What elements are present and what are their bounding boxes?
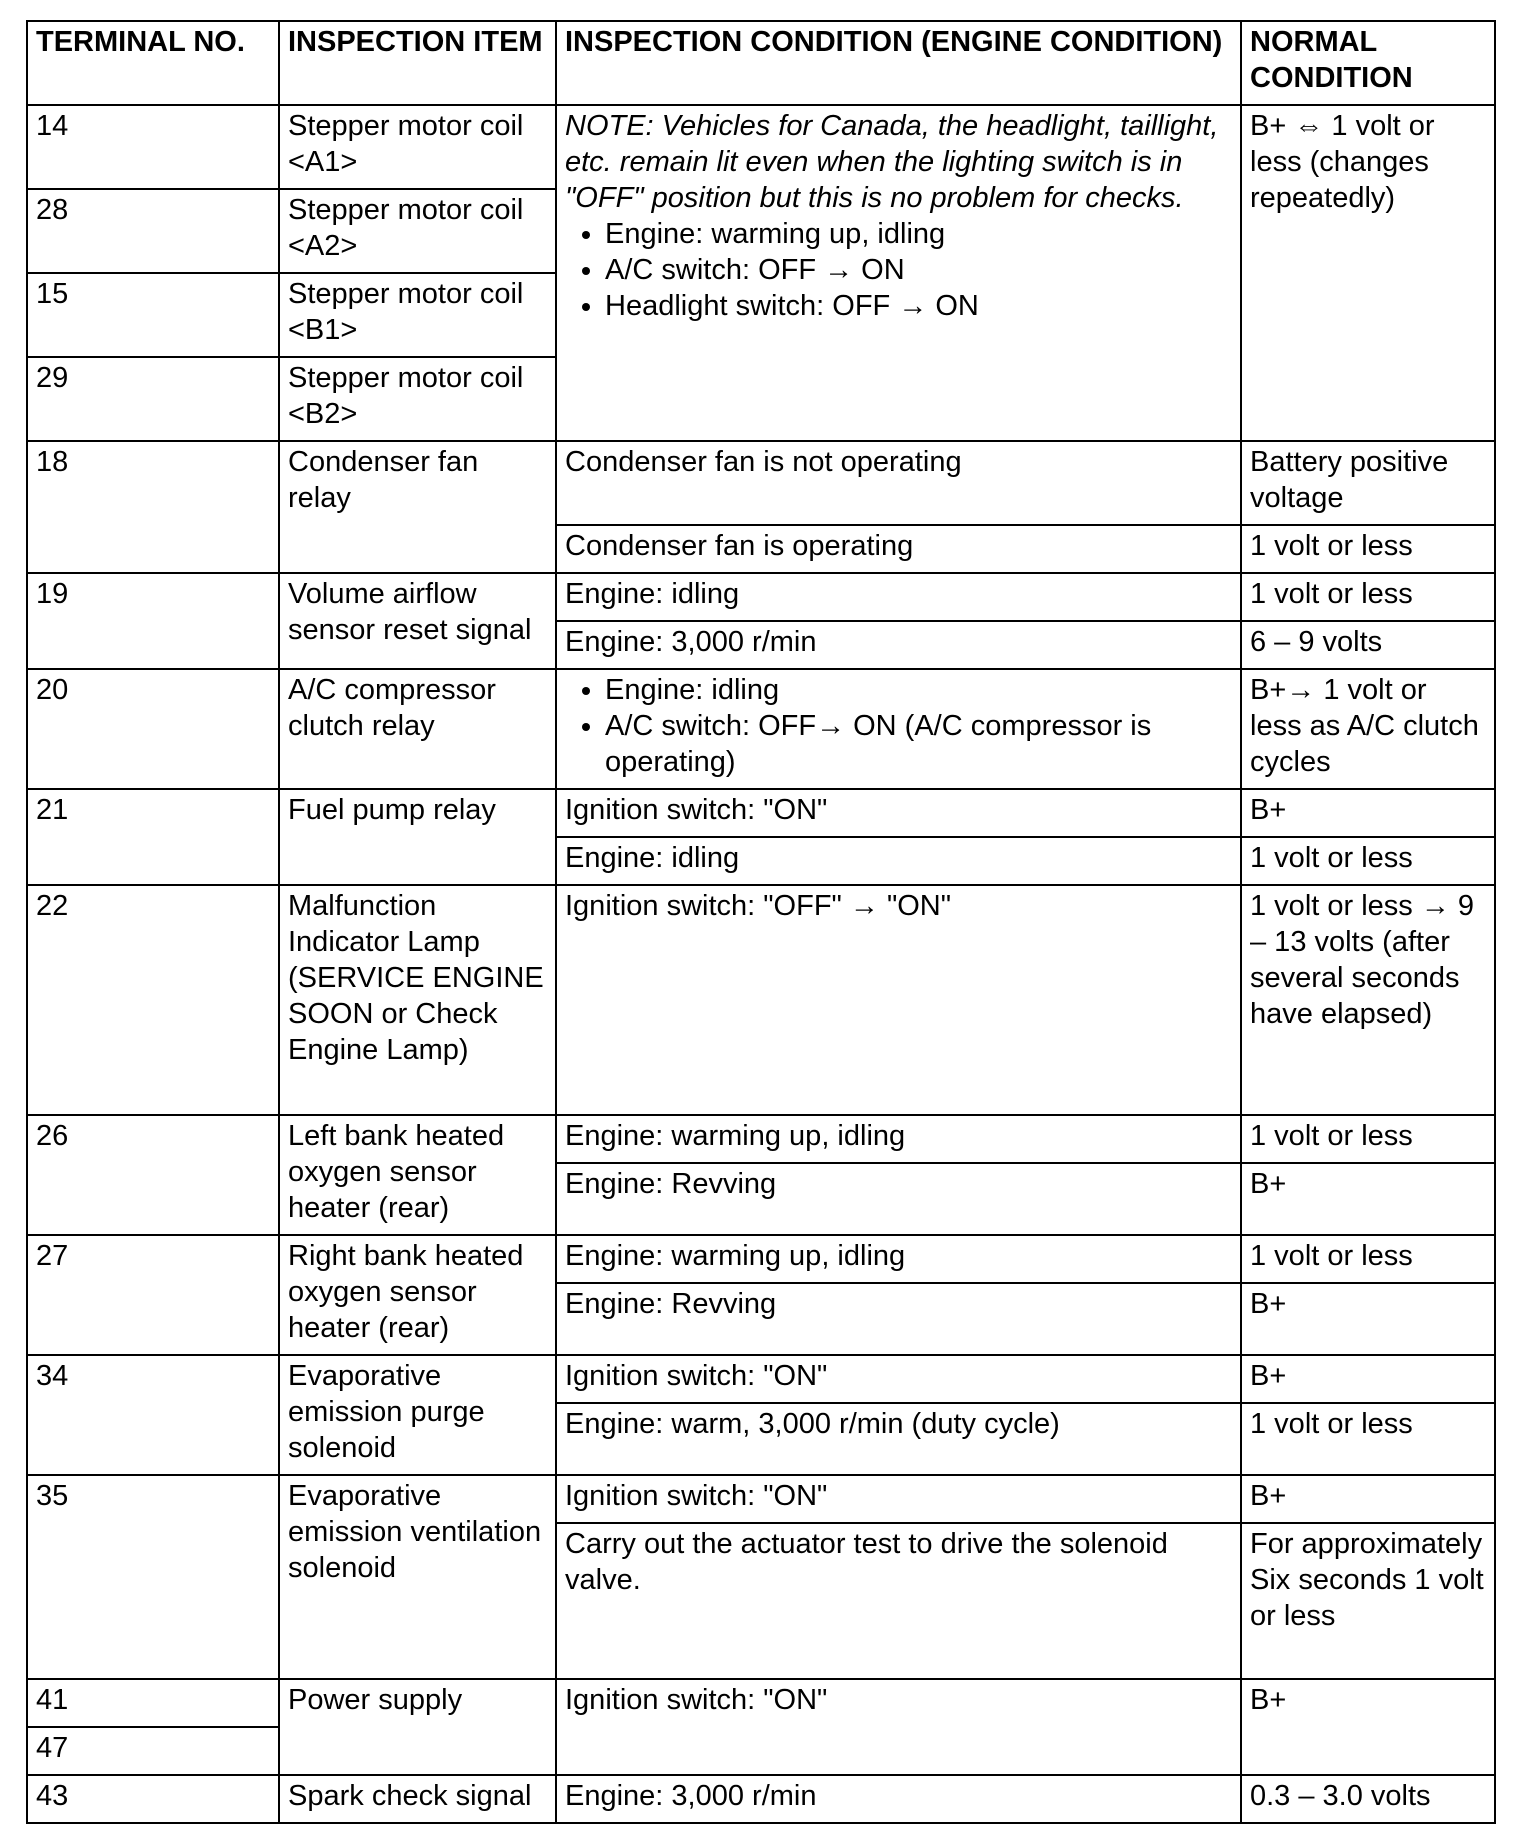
table-row	[27, 1475, 1495, 1523]
item-cell: Stepper motor coil <A2>	[279, 189, 556, 273]
condition-cell: Carry out the actuator test to drive the solenoid valve.	[556, 1523, 1241, 1679]
condition-cell: Ignition switch: "ON"	[556, 789, 1241, 837]
table-row	[27, 1679, 1495, 1727]
item-cell: Right bank heated oxygen sensor heater (rear)	[279, 1235, 556, 1355]
normal-cell: B+	[1241, 1283, 1495, 1355]
table-row	[27, 1775, 1495, 1823]
header-normal: NORMAL CONDITION	[1241, 21, 1495, 105]
normal-cell: 1 volt or less	[1241, 525, 1495, 573]
normal-cell: 1 volt or less → 9 – 13 volts (after several seconds have elapsed)	[1241, 885, 1495, 1115]
list-item: • Engine: idling	[605, 672, 1232, 708]
table-row	[27, 1235, 1495, 1283]
item-cell: Left bank heated oxygen sensor heater (rear)	[279, 1115, 556, 1235]
condition-cell: Engine: Revving	[556, 1163, 1241, 1235]
normal-cell: Battery positive voltage	[1241, 441, 1495, 525]
terminal-cell: 43	[27, 1775, 279, 1823]
normal-cell: 1 volt or less	[1241, 1235, 1495, 1283]
terminal-cell: 14	[27, 105, 279, 189]
item-cell: Volume airflow sensor reset signal	[279, 573, 556, 669]
normal-cell: 0.3 – 3.0 volts	[1241, 1775, 1495, 1823]
condition-cell: Engine: warming up, idling	[556, 1235, 1241, 1283]
condition-list	[565, 672, 1232, 780]
condition-cell: Ignition switch: "ON"	[556, 1355, 1241, 1403]
item-cell: Spark check signal	[279, 1775, 556, 1823]
item-cell: Malfunction Indicator Lamp (SERVICE ENGINE SOON or Check Engine Lamp)	[279, 885, 556, 1115]
item-cell: Power supply	[279, 1679, 556, 1775]
header-row	[27, 21, 1495, 105]
normal-cell: B+	[1241, 1679, 1495, 1775]
item-cell: A/C compressor clutch relay	[279, 669, 556, 789]
normal-cell: 1 volt or less	[1241, 1403, 1495, 1475]
condition-cell: Engine: idling	[556, 573, 1241, 621]
condition-cell: Engine: 3,000 r/min	[556, 1775, 1241, 1823]
terminal-cell: 15	[27, 273, 279, 357]
normal-cell: For approximately Six seconds 1 volt or less	[1241, 1523, 1495, 1679]
list-item: • Headlight switch: OFF → ON	[605, 288, 1232, 324]
normal-cell: B+	[1241, 789, 1495, 837]
header-terminal: TERMINAL NO.	[27, 21, 279, 105]
normal-cell: B+→ 1 volt or less as A/C clutch cycles	[1241, 669, 1495, 789]
condition-cell: Engine: Revving	[556, 1283, 1241, 1355]
normal-cell: B+	[1241, 1163, 1495, 1235]
terminal-cell: 41	[27, 1679, 279, 1727]
condition-cell: Engine: warm, 3,000 r/min (duty cycle)	[556, 1403, 1241, 1475]
condition-cell	[556, 105, 1241, 441]
terminal-cell: 18	[27, 441, 279, 573]
item-cell: Condenser fan relay	[279, 441, 556, 573]
terminal-cell: 21	[27, 789, 279, 885]
condition-cell: Engine: 3,000 r/min	[556, 621, 1241, 669]
table-row	[27, 669, 1495, 789]
terminal-cell: 22	[27, 885, 279, 1115]
table-row	[27, 1115, 1495, 1163]
condition-cell	[556, 669, 1241, 789]
terminal-cell: 19	[27, 573, 279, 669]
item-cell: Stepper motor coil <B2>	[279, 357, 556, 441]
terminal-cell: 27	[27, 1235, 279, 1355]
list-item: • A/C switch: OFF→ ON (A/C compressor is operating)	[605, 708, 1232, 780]
normal-cell: 1 volt or less	[1241, 837, 1495, 885]
list-item: • Engine: warming up, idling	[605, 216, 1232, 252]
condition-cell: Condenser fan is operating	[556, 525, 1241, 573]
condition-cell: Engine: idling	[556, 837, 1241, 885]
terminal-cell: 29	[27, 357, 279, 441]
canada-note: NOTE: Vehicles for Canada, the headlight, taillight, etc. remain lit even when the lighting switch is in "OFF" position but this is no problem for checks.	[565, 110, 1219, 214]
normal-cell: 1 volt or less	[1241, 1115, 1495, 1163]
terminal-cell: 26	[27, 1115, 279, 1235]
normal-cell: B+	[1241, 1475, 1495, 1523]
item-cell: Evaporative emission purge solenoid	[279, 1355, 556, 1475]
terminal-cell: 28	[27, 189, 279, 273]
item-cell: Stepper motor coil <B1>	[279, 273, 556, 357]
condition-cell: Ignition switch: "ON"	[556, 1679, 1241, 1775]
table-row	[27, 441, 1495, 525]
header-item: INSPECTION ITEM	[279, 21, 556, 105]
normal-cell: B+	[1241, 1355, 1495, 1403]
table-row	[27, 789, 1495, 837]
table-row	[27, 105, 1495, 189]
terminal-cell: 34	[27, 1355, 279, 1475]
header-condition: INSPECTION CONDITION (ENGINE CONDITION)	[556, 21, 1241, 105]
item-cell: Evaporative emission ventilation solenoid	[279, 1475, 556, 1679]
terminal-cell: 20	[27, 669, 279, 789]
table-row	[27, 885, 1495, 1115]
condition-list	[565, 216, 1232, 324]
terminal-cell: 47	[27, 1727, 279, 1775]
item-cell: Fuel pump relay	[279, 789, 556, 885]
table-row	[27, 573, 1495, 621]
table-row	[27, 1355, 1495, 1403]
condition-cell: Condenser fan is not operating	[556, 441, 1241, 525]
condition-cell: Engine: warming up, idling	[556, 1115, 1241, 1163]
item-cell: Stepper motor coil <A1>	[279, 105, 556, 189]
normal-cell: 6 – 9 volts	[1241, 621, 1495, 669]
normal-cell: 1 volt or less	[1241, 573, 1495, 621]
terminal-cell: 35	[27, 1475, 279, 1679]
condition-cell: Ignition switch: "ON"	[556, 1475, 1241, 1523]
normal-cell: B+ ⇔ 1 volt or less (changes repeatedly)	[1241, 105, 1495, 441]
condition-cell: Ignition switch: "OFF" → "ON"	[556, 885, 1241, 1115]
terminal-inspection-table	[26, 20, 1496, 1824]
list-item: • A/C switch: OFF → ON	[605, 252, 1232, 288]
